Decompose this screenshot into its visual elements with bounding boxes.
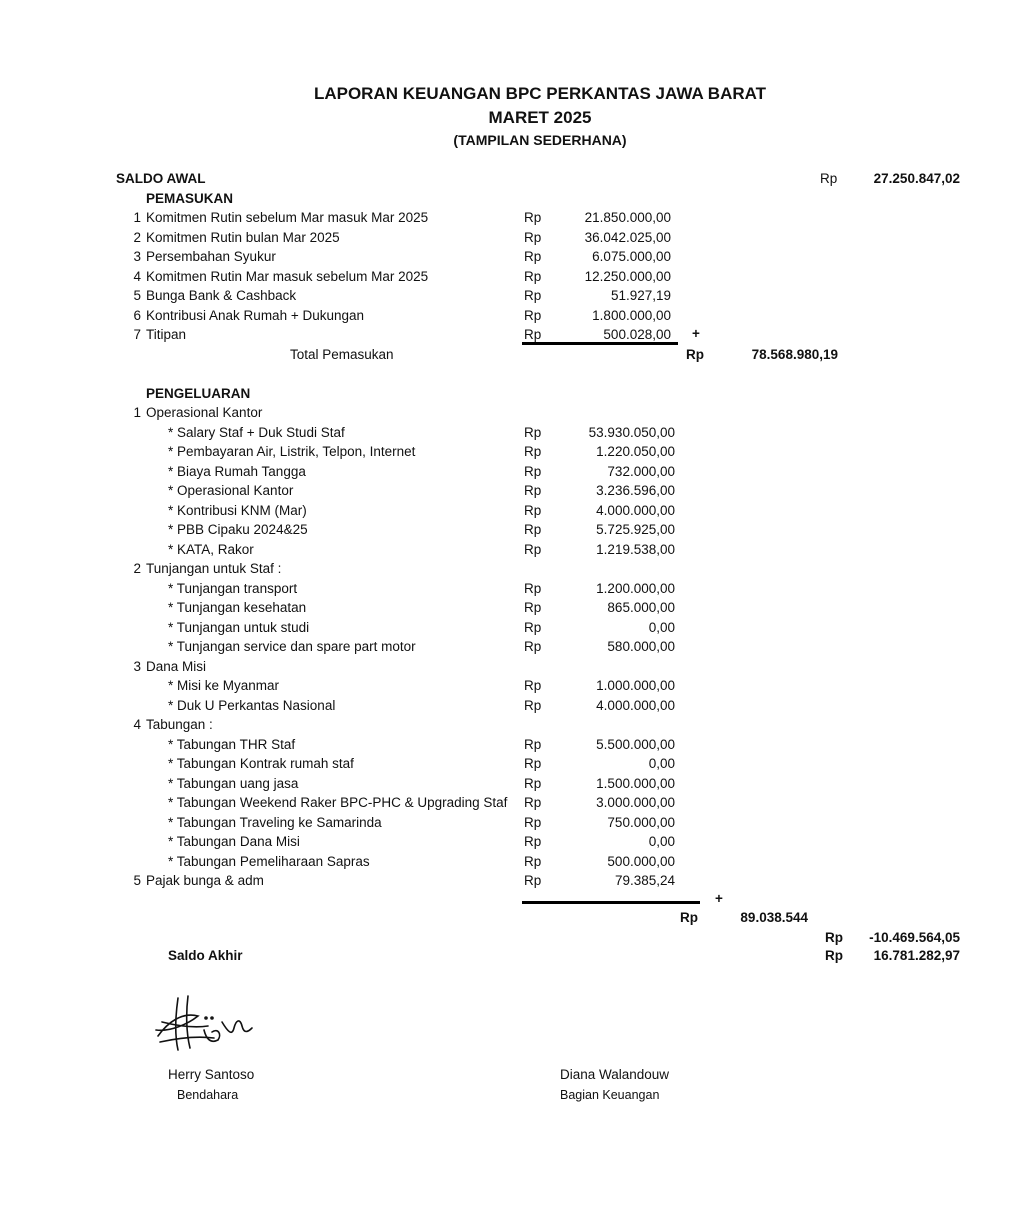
currency: Rp [524,444,542,459]
expense-item-label: * Tabungan Kontrak rumah staf [168,756,354,771]
expense-group-label: Tunjangan untuk Staf : [146,561,282,576]
expense-group-no: 4 [133,717,141,732]
income-item-no: 6 [133,307,141,323]
plus-sign: + [715,890,723,906]
expense-group-value: 79.385,24 [614,873,675,888]
currency: Rp [825,948,843,963]
expense-item-label: * Tabungan Pemeliharaan Sapras [168,853,370,869]
currency: Rp [524,834,542,849]
currency: Rp [524,483,542,498]
currency: Rp [524,522,542,537]
expense-item-label: * Pembayaran Air, Listrik, Telpon, Internet [168,444,416,459]
saldo-akhir-label: Saldo Akhir [168,948,243,963]
signatory-role-2: Bagian Keuangan [560,1088,660,1102]
currency: Rp [524,580,542,596]
signatory-role-1: Bendahara [177,1088,239,1102]
expense-group-no: 5 [133,873,141,888]
expense-item-label: * Misi ke Myanmar [168,678,280,693]
expense-item-value: 3.236.596,00 [596,483,675,498]
expense-group-label: Dana Misi [146,658,207,674]
currency: Rp [524,229,542,245]
expense-group-label: Tabungan : [146,717,213,732]
currency: Rp [524,697,542,713]
expense-item-label: * KATA, Rakor [168,541,254,557]
income-item-value: 21.850.000,00 [584,210,671,225]
currency: Rp [680,910,698,925]
expense-item-value: 500.000,00 [607,853,675,869]
pengeluaran-heading: PENGELUARAN [146,385,251,401]
expense-item-value: 3.000.000,00 [596,795,675,810]
expense-item-value: 580.000,00 [607,639,675,654]
income-item-no: 3 [133,249,141,264]
total-pengeluaran-value: 89.038.544 [740,910,808,925]
currency: Rp [524,873,542,888]
income-item-value: 51.927,19 [610,288,671,303]
expense-item-value: 0,00 [648,619,675,635]
expense-item-value: 5.725.925,00 [596,522,675,537]
total-pemasukan-label: Total Pemasukan [290,346,394,362]
expense-group-label: Operasional Kantor [146,405,263,420]
income-item-no: 5 [133,288,141,303]
currency: Rp [524,307,542,323]
income-item-label: Bunga Bank & Cashback [146,288,297,303]
expense-item-label: * Duk U Perkantas Nasional [168,697,336,713]
expense-item-value: 53.930.050,00 [588,424,675,440]
income-item-value: 1.800.000,00 [592,307,671,323]
pemasukan-heading: PEMASUKAN [146,190,234,206]
expense-item-label: * Tunjangan transport [168,580,298,596]
income-item-value: 500.028,00 [603,327,671,342]
saldo-awal-label: SALDO AWAL [116,171,206,186]
signatory-name-1: Herry Santoso [168,1067,255,1082]
currency: Rp [524,600,542,615]
income-item-value: 12.250.000,00 [584,268,671,284]
expense-item-value: 865.000,00 [607,600,675,615]
expense-item-label: * Tabungan THR Staf [168,736,296,752]
income-item-label: Kontribusi Anak Rumah + Dukungan [146,307,365,323]
saldo-akhir-value: 16.781.282,97 [873,948,960,963]
currency: Rp [524,424,542,440]
income-item-no: 2 [133,229,141,245]
saldo-awal-value: 27.250.847,02 [873,171,960,186]
expense-item-label: * Salary Staf + Duk Studi Staf [168,424,345,440]
currency: Rp [524,639,542,654]
income-item-value: 6.075.000,00 [592,249,671,264]
currency: Rp [524,795,542,810]
expense-group-no: 3 [133,658,141,674]
expense-item-label: * Kontribusi KNM (Mar) [168,502,307,518]
report-subtitle: (TAMPILAN SEDERHANA) [453,132,627,148]
expense-item-value: 0,00 [648,756,675,771]
currency: Rp [524,541,542,557]
expense-item-value: 4.000.000,00 [596,502,675,518]
expense-item-value: 1.219.538,00 [596,541,675,557]
currency: Rp [524,853,542,869]
currency: Rp [524,249,542,264]
currency: Rp [524,268,542,284]
expense-item-value: 750.000,00 [607,814,675,830]
signatory-name-2: Diana Walandouw [560,1067,670,1082]
currency: Rp [524,814,542,830]
expense-item-label: * Operasional Kantor [168,483,294,498]
currency: Rp [524,463,542,479]
expense-item-value: 1.500.000,00 [596,775,675,791]
expense-item-label: * PBB Cipaku 2024&25 [168,522,308,537]
income-item-label: Komitmen Rutin Mar masuk sebelum Mar 2025 [146,268,429,284]
currency: Rp [524,502,542,518]
currency: Rp [524,327,542,342]
currency: Rp [820,171,838,186]
expense-item-label: * Tabungan Traveling ke Samarinda [168,814,382,830]
total-pemasukan-value: 78.568.980,19 [751,346,838,362]
income-item-label: Titipan [146,327,187,342]
expense-item-label: * Tabungan Dana Misi [168,834,300,849]
income-item-value: 36.042.025,00 [584,229,671,245]
currency: Rp [686,346,704,362]
expense-item-label: * Tunjangan service dan spare part motor [168,639,416,654]
expense-item-value: 4.000.000,00 [596,697,675,713]
currency: Rp [524,736,542,752]
income-item-label: Komitmen Rutin sebelum Mar masuk Mar 2025 [146,210,429,225]
income-item-label: Persembahan Syukur [146,249,276,264]
currency: Rp [524,756,542,771]
expense-item-label: * Biaya Rumah Tangga [168,463,306,479]
currency: Rp [524,678,542,693]
plus-sign: + [692,326,700,341]
currency: Rp [524,288,542,303]
signature-image [148,992,258,1054]
expense-group-no: 2 [133,561,141,576]
expense-item-value: 1.000.000,00 [596,678,675,693]
expense-item-value: 5.500.000,00 [596,736,675,752]
currency: Rp [524,619,542,635]
currency: Rp [825,929,843,945]
income-item-label: Komitmen Rutin bulan Mar 2025 [146,229,340,245]
currency: Rp [524,775,542,791]
report-period: MARET 2025 [488,108,592,127]
expense-group-no: 1 [133,405,141,420]
expense-item-label: * Tabungan uang jasa [168,775,299,791]
expense-item-value: 732.000,00 [607,463,675,479]
sum-underline [522,342,678,345]
expense-item-label: * Tabungan Weekend Raker BPC-PHC & Upgrading Staf [168,795,508,810]
income-item-no: 7 [133,327,141,342]
expense-item-value: 0,00 [648,834,675,849]
expense-item-label: * Tunjangan untuk studi [168,619,310,635]
expense-item-label: * Tunjangan kesehatan [168,600,307,615]
expense-item-value: 1.200.000,00 [596,580,675,596]
report-title: LAPORAN KEUANGAN BPC PERKANTAS JAWA BARAT [313,84,767,103]
income-item-no: 1 [133,210,141,225]
expense-item-value: 1.220.050,00 [596,444,675,459]
selisih-value: -10.469.564,05 [869,929,960,945]
sum-underline [522,901,700,904]
currency: Rp [524,210,542,225]
expense-group-label: Pajak bunga & adm [146,873,264,888]
income-item-no: 4 [133,268,141,284]
